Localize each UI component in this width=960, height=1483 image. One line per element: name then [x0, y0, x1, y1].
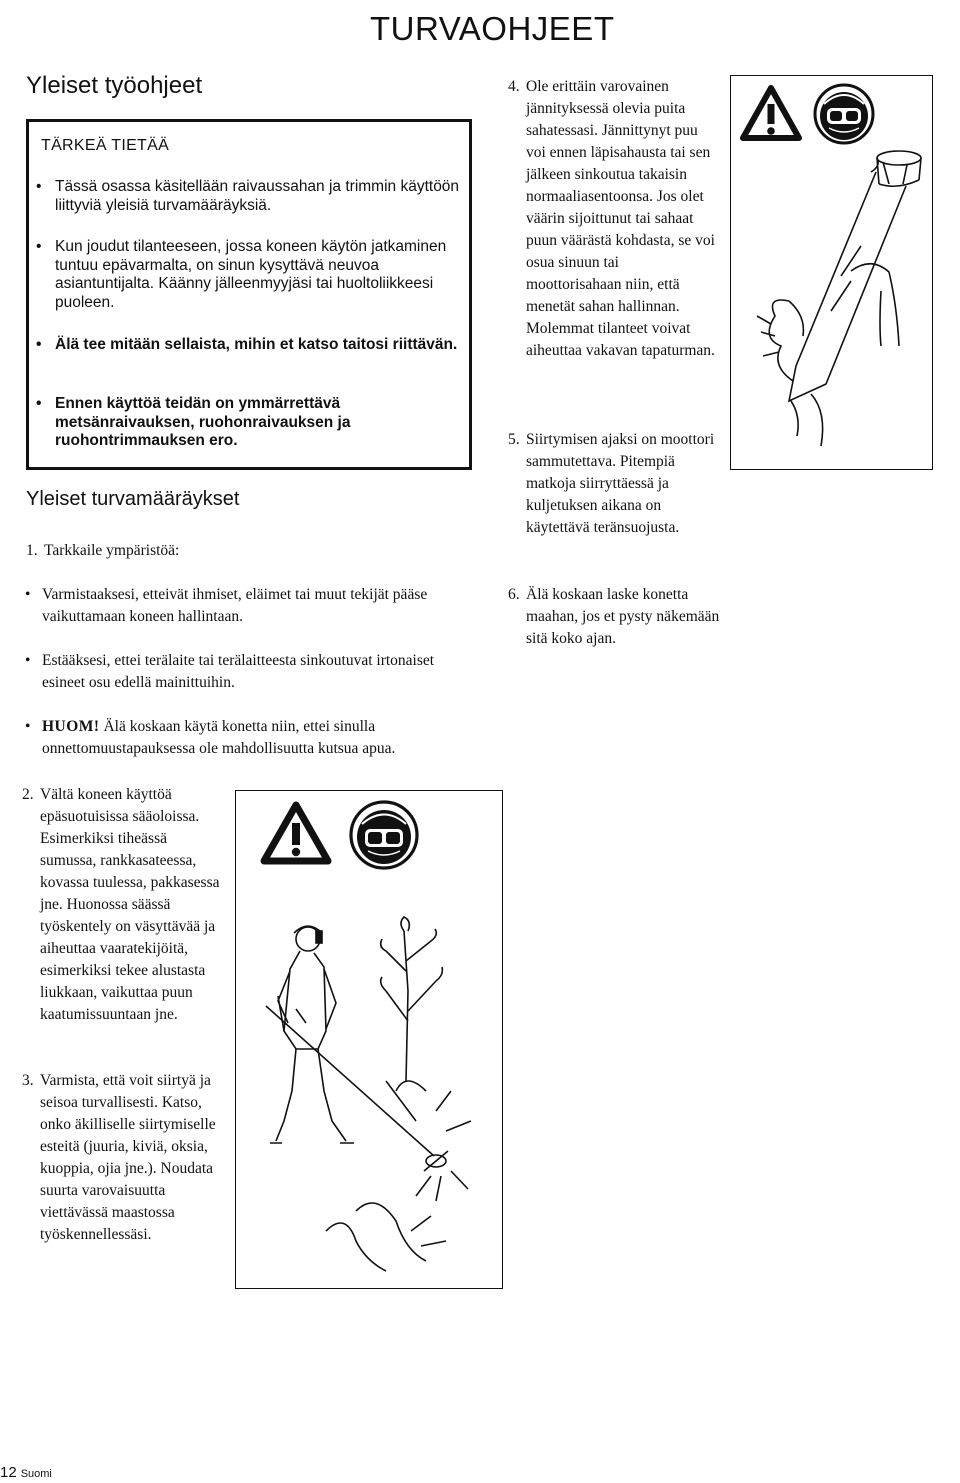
- rule-bullet: • Estääksesi, ettei terälaite tai terälaitteesta sinkoutuvat irtonaiset esineet osu edellä mainittuihin.: [25, 652, 435, 691]
- rules-title: Yleiset turvamääräykset: [26, 488, 240, 510]
- rule-item-2: 2. Vältä koneen käyttöä epäsuotuisissa sääoloissa. Esimerkiksi tiheässä sumussa, rankkasateessa, kovassa tuulessa, pakkasessa jne. Huonossa säässä työskentely on väsyttävää ja aiheuttaa vaaratekijöitä, esimerkiksi tekee alustasta liukkaan, vaikuttaa puun kaatumissuuntaan jne.: [22, 786, 220, 1023]
- face-protection-icon: [815, 85, 873, 143]
- trimmer-worker-illustration: [236, 791, 502, 1288]
- important-item: • Älä tee mitään sellaista, mihin et katso taitosi riittävän.: [36, 336, 458, 353]
- important-item: • Kun joudut tilanteeseen, jossa koneen käytön jatkaminen tuntuu epävarmalta, on sinun kysyttävä neuvoa asiantuntijalta. Käänny jälleenmyyjäsi tai huoltoliikkeesi puoleen.: [36, 238, 447, 311]
- tree-tension-figure: [730, 75, 933, 470]
- warning-triangle-icon: [743, 88, 799, 138]
- important-box: [26, 119, 472, 470]
- page-number: 12: [0, 1464, 17, 1481]
- rule-item-6: 6. Älä koskaan laske konetta maahan, jos et pysty näkemään sitä koko ajan.: [508, 586, 720, 647]
- rule-bullet: • Varmistaaksesi, etteivät ihmiset, eläimet tai muut tekijät pääse vaikuttamaan koneen hallintaan.: [25, 586, 428, 625]
- page-header: TURVAOHJEET: [370, 10, 615, 47]
- page-footer: [0, 1464, 52, 1482]
- important-item: • Tässä osassa käsitellään raivaussahan ja trimmin käyttöön liittyviä yleisiä turvamääräyksiä.: [36, 178, 460, 214]
- important-box-title: TÄRKEÄ TIETÄÄ: [41, 137, 170, 154]
- rule-note: • HUOM! Älä koskaan käytä konetta niin, ettei sinulla onnettomuustapauksessa ole mahdollisuutta kutsua apua.: [25, 718, 396, 757]
- warning-triangle-icon: [264, 805, 328, 861]
- rule-item-3: 3. Varmista, että voit siirtyä ja seisoa turvallisesti. Katso, onko äkilliselle siirtymiselle esteitä (juuria, kiviä, oksia, kuoppia, ojia jne.). Noudata suurta varovaisuutta viettävässä maastossa työskennellessäsi.: [22, 1072, 216, 1243]
- footer-language: Suomi: [20, 1468, 52, 1480]
- trimmer-worker-figure: [235, 790, 503, 1289]
- face-protection-icon: [351, 802, 417, 868]
- section-title: Yleiset työohjeet: [26, 72, 203, 99]
- rule-item-5: 5. Siirtymisen ajaksi on moottori sammutettava. Pitempiä matkoja siirryttäessä ja kuljetuksen aikana on käytettävä teränsuojusta.: [508, 431, 715, 536]
- rule-item-1: 1. Tarkkaile ympäristöä:: [26, 542, 180, 559]
- important-item: • Ennen käyttöä teidän on ymmärrettävä metsänraivauksen, ruohonraivauksen ja ruohontrimmauksen ero.: [36, 395, 351, 449]
- rule-item-4: 4. Ole erittäin varovainen jännityksessä olevia puita sahatessasi. Jännittynyt puu voi ennen läpisahausta tai sen jälkeen sinkoutua takaisin normaaliasentoonsa. Jos olet väärin sijoittunut tai sahaat puun väärästä kohdasta, se voi osua sinuun tai moottorisahaan niin, että menetät sahan hallinnan. Molemmat tilanteet voivat aiheuttaa vakavan tapaturman.: [508, 78, 715, 359]
- tree-tension-illustration: [731, 76, 932, 469]
